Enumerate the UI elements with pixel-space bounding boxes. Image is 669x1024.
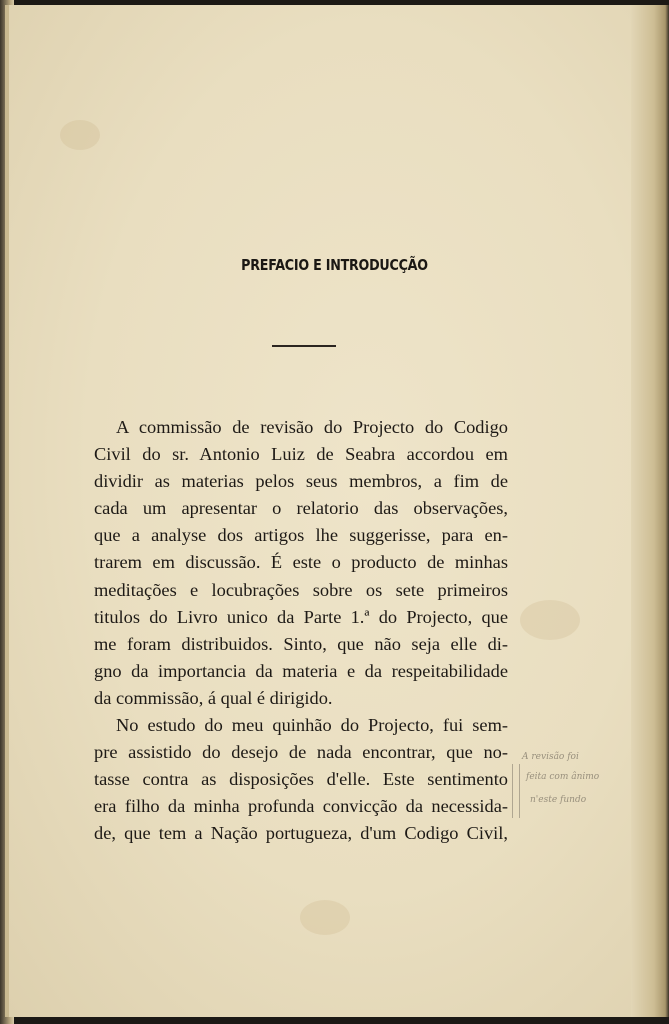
text-line: me foram distribuidos. Sinto, que não seja elle di- — [94, 633, 508, 654]
text-line: trarem em discussão. É este o producto de minhas — [94, 552, 508, 573]
body-text — [94, 414, 508, 848]
section-title: PREFACIO E INTRODUCÇÃO — [241, 256, 428, 274]
text-line: A commissão de revisão do Projecto do Codigo — [116, 417, 508, 437]
title-rule — [272, 345, 336, 347]
text-line: meditações e locubrações sobre os sete primeiros — [94, 579, 508, 600]
paragraph-1 — [94, 414, 508, 712]
margin-bracket — [512, 764, 520, 818]
foxing-spot — [300, 900, 350, 935]
text-line: gno da importancia da materia e da respeitabilidade — [94, 660, 508, 681]
text-line: pre assistido do desejo de nada encontrar, que no- — [94, 742, 508, 763]
page-edge-stack — [631, 5, 669, 1017]
paragraph-2 — [94, 712, 508, 847]
text-line: cada um apresentar o relatorio das observações, — [94, 498, 508, 519]
marginal-note: feita com ânimo — [526, 772, 600, 782]
text-line: dividir as materias pelos seus membros, a fim de — [94, 471, 508, 492]
text-line: tasse contra as disposições d'elle. Este sentimento — [94, 769, 508, 790]
text-line: era filho da minha profunda convicção da necessida- — [94, 796, 508, 817]
text-line: Civil do sr. Antonio Luiz de Seabra accordou em — [94, 444, 508, 465]
marginal-note: A revisão foi — [522, 752, 579, 762]
marginal-note: n'este fundo — [530, 795, 587, 805]
foxing-spot — [60, 120, 100, 150]
text-line: da commissão, á qual é dirigido. — [94, 687, 333, 708]
text-line: que a analyse dos artigos lhe suggerisse, para en- — [94, 525, 508, 546]
text-line: titulos do Livro unico da Parte 1.ª do Projecto, que — [94, 606, 508, 627]
text-line: de, que tem a Nação portugueza, d'um Codigo Civil, — [94, 823, 508, 844]
text-line: No estudo do meu quinhão do Projecto, fui sem- — [116, 715, 508, 736]
foxing-spot — [520, 600, 580, 640]
